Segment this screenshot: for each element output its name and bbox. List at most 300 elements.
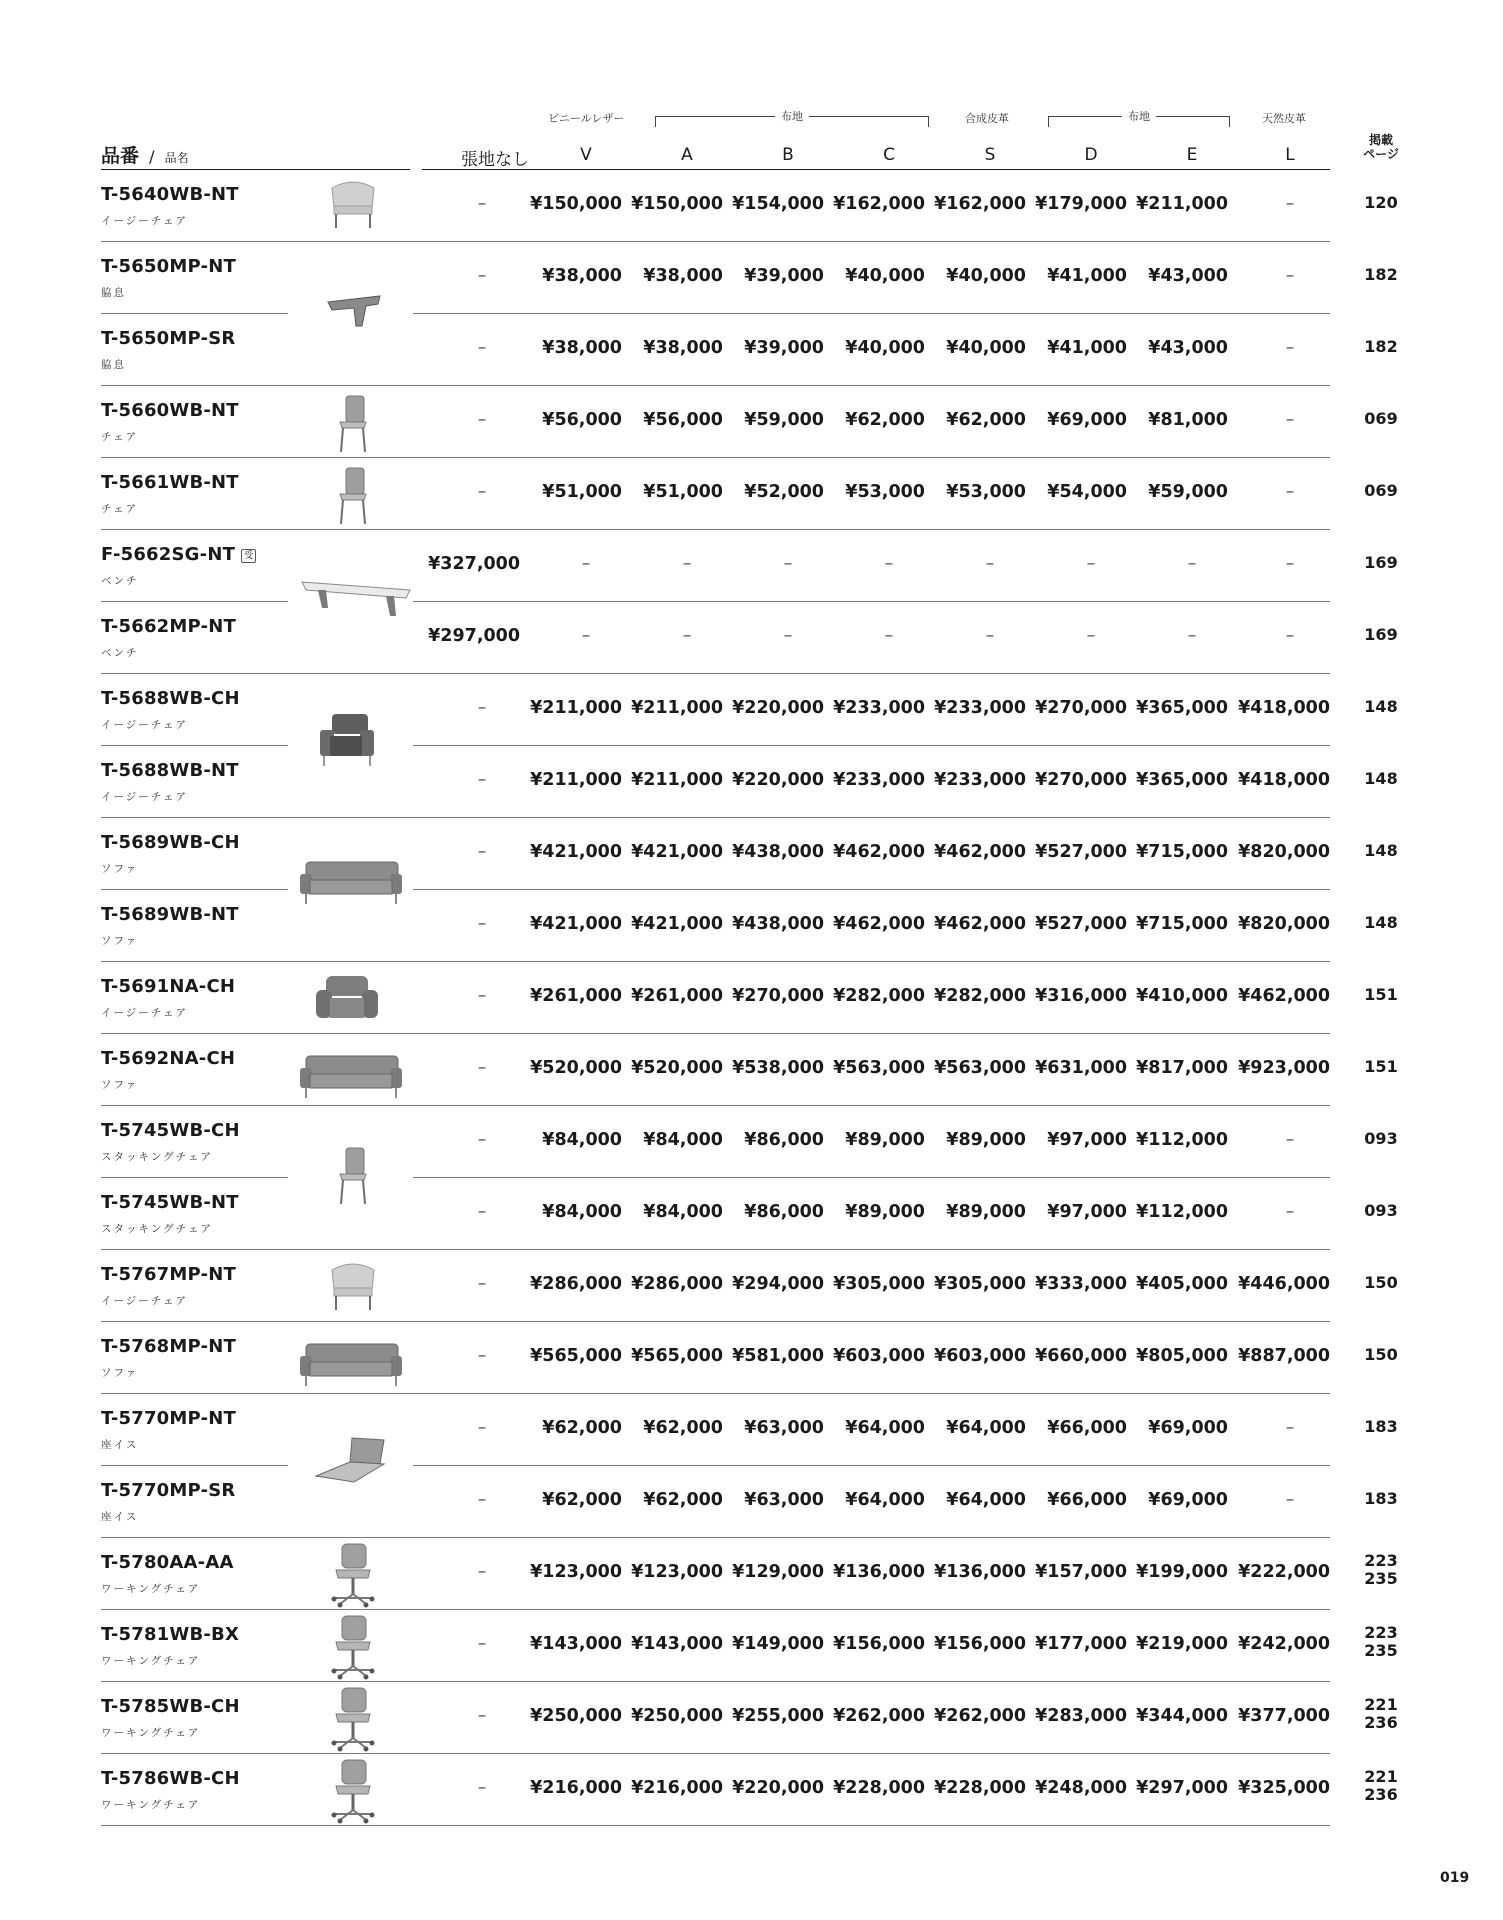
price-e: ¥69,000: [1148, 1490, 1228, 1510]
price-l: ¥820,000: [1238, 842, 1330, 862]
product-name: ワーキングチェア: [101, 1727, 201, 1739]
price-s: ¥462,000: [934, 842, 1026, 862]
price-l: ¥418,000: [1238, 770, 1330, 790]
price-l: ¥418,000: [1238, 698, 1330, 718]
price-c: ¥64,000: [845, 1418, 925, 1438]
price-a: ¥84,000: [643, 1202, 723, 1222]
price-d: ¥270,000: [1035, 698, 1127, 718]
product-code-text: T-5745WB-CH: [101, 1120, 240, 1141]
price-v: ¥143,000: [530, 1634, 622, 1654]
price-l: ¥887,000: [1238, 1346, 1330, 1366]
page-reference: [1350, 194, 1412, 212]
price-d: ¥66,000: [1047, 1418, 1127, 1438]
product-code-text: T-5650MP-SR: [101, 328, 236, 349]
price-e: –: [1187, 626, 1197, 646]
price-e: ¥344,000: [1136, 1706, 1228, 1726]
table-row: [0, 1394, 1503, 1466]
price-s: ¥64,000: [946, 1490, 1026, 1510]
price-s: ¥40,000: [946, 266, 1026, 286]
product-code: [101, 184, 239, 205]
price-no-upholstery: –: [477, 1418, 487, 1438]
price-d: ¥527,000: [1035, 842, 1127, 862]
price-c: ¥64,000: [845, 1490, 925, 1510]
price-d: ¥660,000: [1035, 1346, 1127, 1366]
price-v: ¥38,000: [542, 266, 622, 286]
price-l: –: [1285, 626, 1295, 646]
page-reference: [1350, 266, 1412, 284]
price-l: ¥462,000: [1238, 986, 1330, 1006]
product-code-text: T-5650MP-NT: [101, 256, 237, 277]
price-no-upholstery: –: [477, 410, 487, 430]
price-no-upholstery: –: [477, 698, 487, 718]
price-l: –: [1285, 338, 1295, 358]
price-d: ¥527,000: [1035, 914, 1127, 934]
table-row: [0, 1034, 1503, 1106]
office-chair-icon: [318, 1614, 388, 1684]
product-code-text: T-5660WB-NT: [101, 400, 239, 421]
page-ref-label-2: ページ: [1363, 147, 1399, 161]
price-c: ¥228,000: [833, 1778, 925, 1798]
product-code: [101, 1192, 239, 1213]
easy-chair-icon: [318, 178, 388, 234]
product-code-text: T-5689WB-CH: [101, 832, 240, 853]
price-a: ¥51,000: [643, 482, 723, 502]
page-reference-1: 150: [1364, 1273, 1398, 1292]
price-l: ¥820,000: [1238, 914, 1330, 934]
product-name: ソファ: [101, 935, 139, 947]
column-header-a: A: [681, 145, 693, 165]
table-row: [0, 1322, 1503, 1394]
product-name: 脇息: [101, 287, 126, 299]
price-s: ¥136,000: [934, 1562, 1026, 1582]
price-v: ¥421,000: [530, 842, 622, 862]
product-code-text: T-5661WB-NT: [101, 472, 239, 493]
page-reference: [1350, 1058, 1412, 1076]
product-code: [101, 1048, 235, 1069]
price-l: ¥242,000: [1238, 1634, 1330, 1654]
price-a: ¥286,000: [631, 1274, 723, 1294]
price-no-upholstery: –: [477, 1202, 487, 1222]
price-v: ¥123,000: [530, 1562, 622, 1582]
price-l: –: [1285, 410, 1295, 430]
price-s: ¥233,000: [934, 770, 1026, 790]
price-d: ¥69,000: [1047, 410, 1127, 430]
product-code: [101, 1624, 239, 1645]
price-b: ¥220,000: [732, 1778, 824, 1798]
price-v: ¥211,000: [530, 698, 622, 718]
price-d: ¥97,000: [1047, 1130, 1127, 1150]
price-e: ¥715,000: [1136, 842, 1228, 862]
price-s: ¥62,000: [946, 410, 1026, 430]
table-row: [0, 1538, 1503, 1610]
price-no-upholstery: –: [477, 1274, 487, 1294]
price-a: ¥250,000: [631, 1706, 723, 1726]
page-number: 019: [1440, 1870, 1470, 1886]
product-name: ワーキングチェア: [101, 1799, 201, 1811]
price-a: ¥123,000: [631, 1562, 723, 1582]
product-code: [101, 688, 240, 709]
price-no-upholstery: –: [477, 1058, 487, 1078]
price-l: ¥325,000: [1238, 1778, 1330, 1798]
page-reference: [1350, 1696, 1412, 1732]
price-l: –: [1285, 194, 1295, 214]
price-a: ¥150,000: [631, 194, 723, 214]
column-header-b: B: [782, 145, 794, 165]
price-e: ¥297,000: [1136, 1778, 1228, 1798]
product-code: [101, 760, 239, 781]
product-name: ワーキングチェア: [101, 1583, 201, 1595]
price-d: ¥66,000: [1047, 1490, 1127, 1510]
price-c: ¥136,000: [833, 1562, 925, 1582]
page-reference-1: 221: [1364, 1695, 1398, 1714]
price-d: ¥248,000: [1035, 1778, 1127, 1798]
price-e: ¥365,000: [1136, 698, 1228, 718]
price-b: ¥270,000: [732, 986, 824, 1006]
price-l: ¥222,000: [1238, 1562, 1330, 1582]
office-chair-icon: [318, 1542, 388, 1612]
price-d: –: [1086, 626, 1096, 646]
price-b: ¥438,000: [732, 914, 824, 934]
price-b: ¥255,000: [732, 1706, 824, 1726]
price-c: ¥603,000: [833, 1346, 925, 1366]
price-v: ¥211,000: [530, 770, 622, 790]
price-b: ¥86,000: [744, 1202, 824, 1222]
page-reference: [1350, 626, 1412, 644]
product-name: 脇息: [101, 359, 126, 371]
made-to-order-badge: 受: [241, 549, 256, 563]
product-code: [101, 1120, 240, 1141]
product-name: スタッキングチェア: [101, 1223, 213, 1235]
price-e: ¥365,000: [1136, 770, 1228, 790]
price-s: –: [985, 554, 995, 574]
price-c: –: [884, 554, 894, 574]
price-c: ¥462,000: [833, 842, 925, 862]
price-v: –: [581, 554, 591, 574]
price-a: ¥38,000: [643, 266, 723, 286]
product-name: イージーチェア: [101, 1295, 188, 1307]
product-code-text: T-5691NA-CH: [101, 976, 236, 997]
page-reference: [1350, 842, 1412, 860]
price-d: ¥333,000: [1035, 1274, 1127, 1294]
armchair-icon: [312, 972, 382, 1028]
price-a: –: [682, 626, 692, 646]
table-row: [0, 530, 1503, 602]
price-e: ¥59,000: [1148, 482, 1228, 502]
price-a: ¥565,000: [631, 1346, 723, 1366]
price-c: ¥62,000: [845, 410, 925, 430]
price-no-upholstery: –: [477, 842, 487, 862]
price-c: ¥305,000: [833, 1274, 925, 1294]
price-no-upholstery: –: [477, 986, 487, 1006]
bench-icon: [298, 568, 416, 628]
price-no-upholstery: ¥297,000: [428, 626, 520, 646]
price-a: ¥62,000: [643, 1418, 723, 1438]
price-v: ¥84,000: [542, 1130, 622, 1150]
price-l: –: [1285, 1490, 1295, 1510]
sofa-icon: [298, 856, 404, 912]
page-reference-1: 120: [1364, 193, 1398, 212]
price-c: ¥53,000: [845, 482, 925, 502]
price-a: ¥62,000: [643, 1490, 723, 1510]
price-s: ¥282,000: [934, 986, 1026, 1006]
price-d: ¥283,000: [1035, 1706, 1127, 1726]
price-v: ¥261,000: [530, 986, 622, 1006]
page-reference: [1350, 554, 1412, 572]
group-label-fabric: 布地: [775, 108, 809, 124]
price-s: ¥233,000: [934, 698, 1026, 718]
page-reference: [1350, 1418, 1412, 1436]
price-no-upholstery: –: [477, 194, 487, 214]
price-l: ¥377,000: [1238, 1706, 1330, 1726]
page-reference-1: 223: [1364, 1623, 1398, 1642]
price-c: ¥89,000: [845, 1130, 925, 1150]
price-c: ¥162,000: [833, 194, 925, 214]
page-reference-1: 182: [1364, 265, 1398, 284]
price-b: ¥39,000: [744, 266, 824, 286]
price-e: ¥219,000: [1136, 1634, 1228, 1654]
page-reference: [1350, 410, 1412, 428]
price-l: –: [1285, 482, 1295, 502]
price-v: ¥286,000: [530, 1274, 622, 1294]
price-b: ¥129,000: [732, 1562, 824, 1582]
table-row: [0, 1178, 1503, 1250]
page-reference-1: 148: [1364, 841, 1398, 860]
lounge-chair-icon: [312, 712, 382, 772]
product-code-text: T-5767MP-NT: [101, 1264, 237, 1285]
product-code-text: T-5662MP-NT: [101, 616, 237, 637]
page-reference: [1350, 698, 1412, 716]
product-name: ベンチ: [101, 575, 139, 587]
product-code: [101, 544, 256, 565]
page-reference: [1350, 1624, 1412, 1660]
page-reference-1: 151: [1364, 985, 1398, 1004]
price-no-upholstery: –: [477, 1634, 487, 1654]
price-s: ¥462,000: [934, 914, 1026, 934]
price-a: ¥38,000: [643, 338, 723, 358]
column-header-d: D: [1084, 145, 1098, 165]
group-label-natural: 天然皮革: [1262, 112, 1306, 125]
price-v: ¥38,000: [542, 338, 622, 358]
price-b: ¥438,000: [732, 842, 824, 862]
price-s: ¥89,000: [946, 1130, 1026, 1150]
table-row: [0, 602, 1503, 674]
table-row: [0, 746, 1503, 818]
price-e: ¥81,000: [1148, 410, 1228, 430]
product-code-text: T-5640WB-NT: [101, 184, 239, 205]
page-reference-2: 236: [1364, 1713, 1398, 1732]
price-l: –: [1285, 1418, 1295, 1438]
page-reference-1: 069: [1364, 409, 1398, 428]
price-l: ¥446,000: [1238, 1274, 1330, 1294]
price-no-upholstery: –: [477, 482, 487, 502]
product-name: ソファ: [101, 1367, 139, 1379]
group-bracket-fabric-2: [1048, 110, 1230, 127]
price-v: ¥51,000: [542, 482, 622, 502]
price-v: ¥62,000: [542, 1418, 622, 1438]
price-c: ¥563,000: [833, 1058, 925, 1078]
page-reference-1: 148: [1364, 769, 1398, 788]
price-s: ¥262,000: [934, 1706, 1026, 1726]
price-c: ¥40,000: [845, 266, 925, 286]
price-b: –: [783, 626, 793, 646]
price-a: ¥421,000: [631, 914, 723, 934]
price-e: ¥199,000: [1136, 1562, 1228, 1582]
price-v: ¥84,000: [542, 1202, 622, 1222]
product-name: チェア: [101, 431, 139, 443]
product-code: [101, 1264, 236, 1285]
price-d: ¥631,000: [1035, 1058, 1127, 1078]
price-no-upholstery: –: [477, 266, 487, 286]
chair-icon: [318, 466, 388, 530]
price-s: ¥89,000: [946, 1202, 1026, 1222]
product-code-text: T-5770MP-SR: [101, 1480, 236, 1501]
price-d: ¥97,000: [1047, 1202, 1127, 1222]
price-b: ¥59,000: [744, 410, 824, 430]
group-bracket-fabric: [655, 110, 929, 127]
product-code: [101, 1480, 235, 1501]
item-code-label: 品番: [101, 145, 140, 167]
price-d: ¥41,000: [1047, 266, 1127, 286]
price-e: ¥211,000: [1136, 194, 1228, 214]
page-reference-2: 235: [1364, 1569, 1398, 1588]
price-b: –: [783, 554, 793, 574]
product-code-text: T-5770MP-NT: [101, 1408, 237, 1429]
price-b: ¥63,000: [744, 1490, 824, 1510]
product-code: [101, 1552, 234, 1573]
price-s: ¥64,000: [946, 1418, 1026, 1438]
sofa-icon: [298, 1338, 404, 1394]
price-e: ¥112,000: [1136, 1202, 1228, 1222]
column-header-c: C: [883, 145, 895, 165]
product-code-text: T-5786WB-CH: [101, 1768, 240, 1789]
price-a: ¥84,000: [643, 1130, 723, 1150]
table-row: [0, 242, 1503, 314]
table-row: [0, 1250, 1503, 1322]
page-reference-1: 182: [1364, 337, 1398, 356]
price-e: –: [1187, 554, 1197, 574]
price-no-upholstery: ¥327,000: [428, 554, 520, 574]
product-code: [101, 616, 236, 637]
page-ref-header: [1350, 133, 1412, 161]
page-reference: [1350, 1346, 1412, 1364]
price-c: ¥233,000: [833, 698, 925, 718]
price-e: ¥817,000: [1136, 1058, 1228, 1078]
price-d: ¥157,000: [1035, 1562, 1127, 1582]
page-reference-1: 148: [1364, 697, 1398, 716]
price-v: ¥250,000: [530, 1706, 622, 1726]
price-v: ¥565,000: [530, 1346, 622, 1366]
price-e: ¥43,000: [1148, 266, 1228, 286]
price-b: ¥581,000: [732, 1346, 824, 1366]
product-code: [101, 904, 239, 925]
group-label-fabric-2: 布地: [1122, 108, 1156, 124]
price-d: ¥179,000: [1035, 194, 1127, 214]
page-reference-1: 169: [1364, 625, 1398, 644]
price-b: ¥86,000: [744, 1130, 824, 1150]
page-reference-1: 183: [1364, 1489, 1398, 1508]
stacking-chair-icon: [318, 1146, 388, 1210]
product-name: チェア: [101, 503, 139, 515]
office-chair-icon: [318, 1758, 388, 1828]
product-code-text: F-5662SG-NT: [101, 544, 236, 565]
price-v: ¥520,000: [530, 1058, 622, 1078]
column-header-l: L: [1285, 145, 1295, 165]
price-c: ¥262,000: [833, 1706, 925, 1726]
price-no-upholstery: –: [477, 770, 487, 790]
product-name: スタッキングチェア: [101, 1151, 213, 1163]
price-l: –: [1285, 1130, 1295, 1150]
price-s: ¥228,000: [934, 1778, 1026, 1798]
page-reference-1: 223: [1364, 1551, 1398, 1570]
product-name: ワーキングチェア: [101, 1655, 201, 1667]
product-name: イージーチェア: [101, 1007, 188, 1019]
price-d: ¥316,000: [1035, 986, 1127, 1006]
price-b: ¥39,000: [744, 338, 824, 358]
no-upholstery-header: 張地なし: [461, 150, 529, 170]
page-reference-1: 148: [1364, 913, 1398, 932]
easy-chair-icon: [318, 1260, 388, 1316]
page-reference: [1350, 986, 1412, 1004]
price-no-upholstery: –: [477, 1346, 487, 1366]
product-code-text: T-5768MP-NT: [101, 1336, 237, 1357]
product-code: [101, 328, 235, 349]
product-name: 座イス: [101, 1439, 139, 1451]
table-row: [0, 314, 1503, 386]
page-reference-1: 150: [1364, 1345, 1398, 1364]
page-reference: [1350, 1490, 1412, 1508]
price-c: ¥89,000: [845, 1202, 925, 1222]
table-row: [0, 1106, 1503, 1178]
price-c: ¥156,000: [833, 1634, 925, 1654]
page-reference-1: 069: [1364, 481, 1398, 500]
product-code-text: T-5692NA-CH: [101, 1048, 236, 1069]
price-e: ¥112,000: [1136, 1130, 1228, 1150]
armrest-icon: [318, 282, 388, 338]
product-code: [101, 832, 240, 853]
page-reference-2: 236: [1364, 1785, 1398, 1804]
price-no-upholstery: –: [477, 1490, 487, 1510]
product-code-text: T-5689WB-NT: [101, 904, 239, 925]
page-reference: [1350, 1552, 1412, 1588]
price-s: ¥40,000: [946, 338, 1026, 358]
price-no-upholstery: –: [477, 1562, 487, 1582]
chair-icon: [318, 394, 388, 458]
table-row: [0, 1682, 1503, 1754]
price-s: –: [985, 626, 995, 646]
price-a: ¥520,000: [631, 1058, 723, 1078]
price-e: ¥410,000: [1136, 986, 1228, 1006]
table-row: [0, 170, 1503, 242]
product-code-text: T-5688WB-NT: [101, 760, 239, 781]
page-reference-1: 093: [1364, 1201, 1398, 1220]
price-c: ¥462,000: [833, 914, 925, 934]
price-s: ¥156,000: [934, 1634, 1026, 1654]
page-reference-1: 169: [1364, 553, 1398, 572]
price-a: ¥421,000: [631, 842, 723, 862]
table-row: [0, 1466, 1503, 1538]
product-code: [101, 1336, 236, 1357]
price-a: ¥211,000: [631, 770, 723, 790]
product-code: [101, 976, 235, 997]
table-row: [0, 818, 1503, 890]
price-v: ¥56,000: [542, 410, 622, 430]
price-v: ¥421,000: [530, 914, 622, 934]
page-reference-2: 235: [1364, 1641, 1398, 1660]
product-code-text: T-5781WB-BX: [101, 1624, 240, 1645]
column-header-v: V: [580, 145, 592, 165]
sofa-icon: [298, 1050, 404, 1106]
page-ref-label-1: 掲載: [1368, 133, 1393, 147]
